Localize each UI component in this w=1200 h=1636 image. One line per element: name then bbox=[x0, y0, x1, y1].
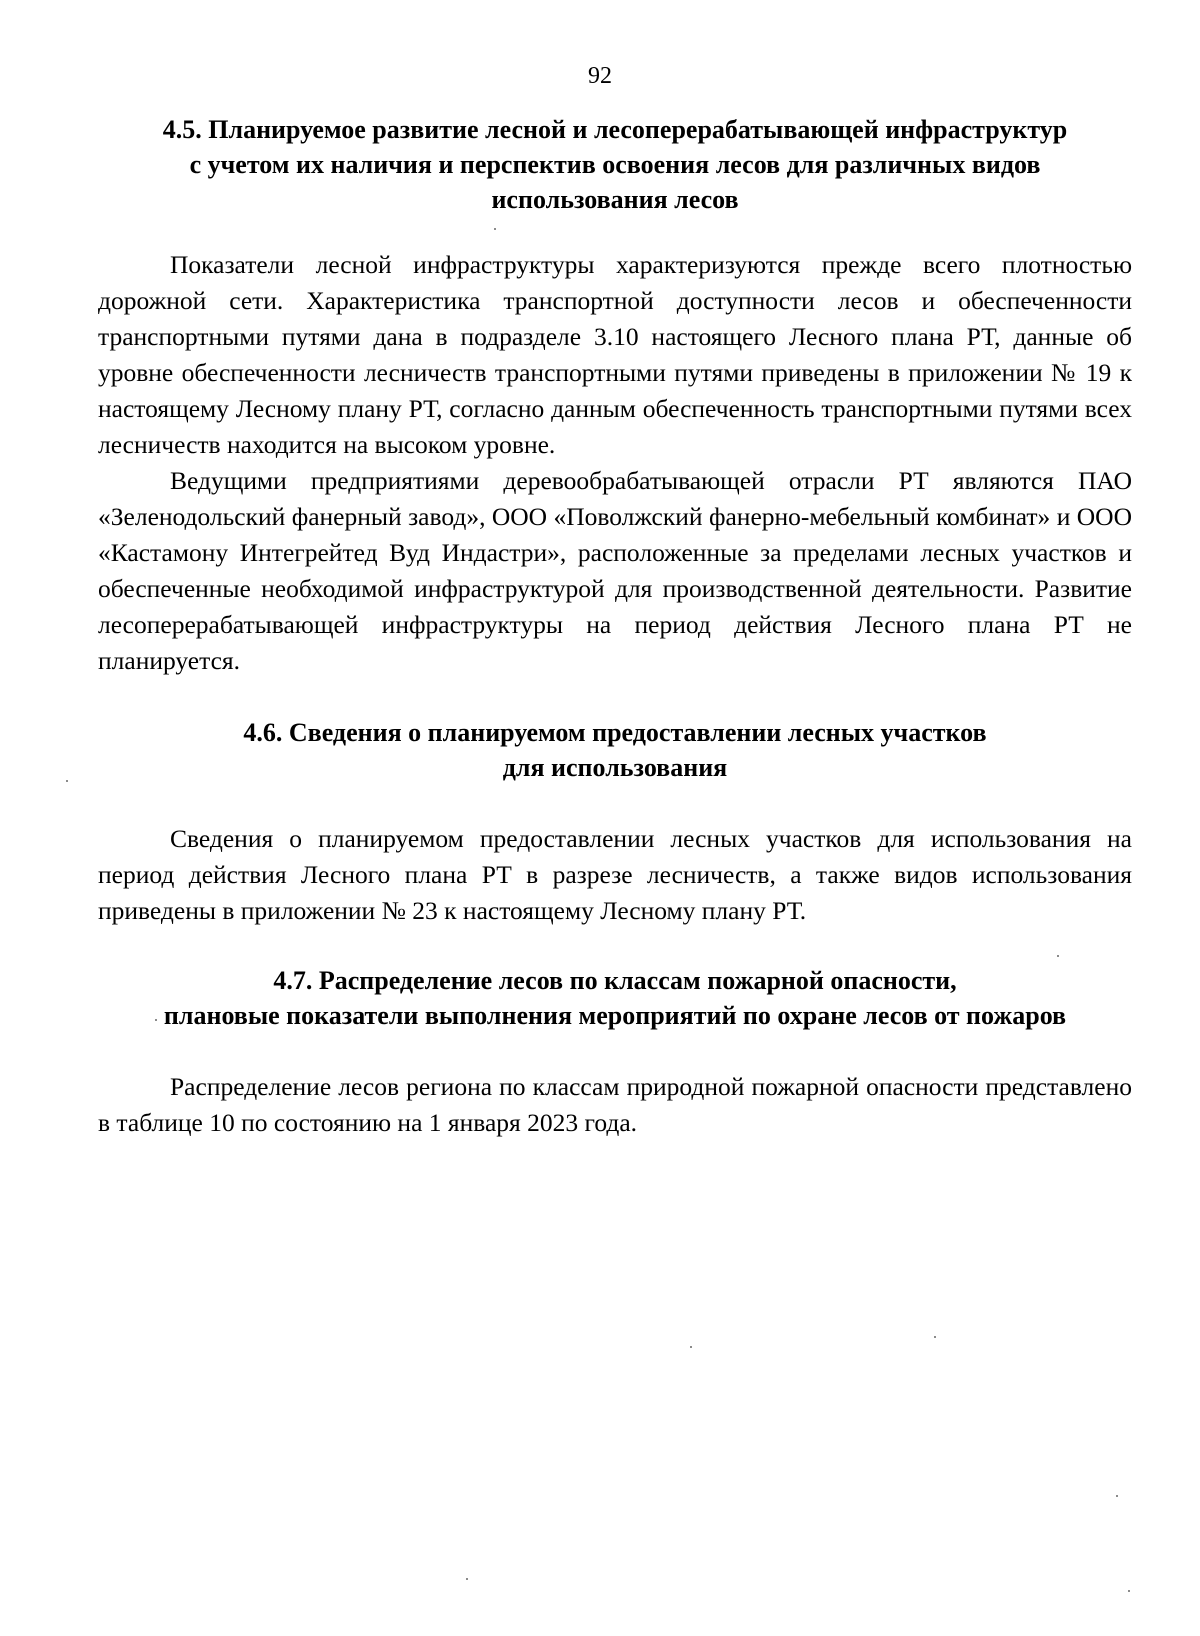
heading-line: для использования bbox=[502, 753, 728, 782]
scan-speck bbox=[934, 1336, 936, 1338]
scan-speck bbox=[690, 1346, 692, 1348]
scan-speck bbox=[1116, 1495, 1118, 1497]
page-content bbox=[98, 112, 1132, 1141]
page-number: 92 bbox=[588, 63, 612, 89]
section-4-6-paragraph: Сведения о планируемом предоставлении лесных участков для использования на период действия Лесного плана РТ в разрезе лесничеств, а также видов использования приведены в приложении № 23 к настоящему Лесному плану РТ. bbox=[98, 824, 1132, 925]
heading-line: использования лесов bbox=[491, 185, 739, 214]
heading-line: с учетом их наличия и перспектив освоения лесов для различных видов bbox=[189, 150, 1041, 179]
section-4-5-paragraph-1: Показатели лесной инфраструктуры характеризуются прежде всего плотностью дорожной сети. Характеристика транспортной доступности лесов и обеспеченности транспортными путями дана в подразделе 3.10 настоящего Лесного плана РТ, данные об уровне обеспеченности лесничеств транспортными путями приведены в приложении № 19 к настоящему Лесному плану РТ, согласно данным обеспеченность транспортными путями всех лесничеств находится на высоком уровне. bbox=[98, 250, 1132, 459]
heading-line: 4.7. Распределение лесов по классам пожарной опасности, bbox=[273, 966, 957, 995]
scan-speck bbox=[1057, 955, 1059, 957]
section-4-5-paragraph-2: Ведущими предприятиями деревообрабатывающей отрасли РТ являются ПАО «Зеленодольский фанерный завод», ООО «Поволжский фанерно-мебельный комбинат» и ООО «Кастамону Интегрейтед Вуд Индастри», расположенные за пределами лесных участков и обеспеченные необходимой инфраструктурой для производственной деятельности. Развитие лесоперерабатывающей инфраструктуры на период действия Лесного плана РТ не планируется. bbox=[98, 466, 1132, 675]
scan-speck bbox=[1128, 1590, 1130, 1592]
scan-speck bbox=[66, 780, 68, 782]
heading-line: 4.5. Планируемое развитие лесной и лесоперерабатывающей инфраструктур bbox=[162, 115, 1068, 144]
section-4-7-paragraph: Распределение лесов региона по классам природной пожарной опасности представлено в таблице 10 по состоянию на 1 января 2023 года. bbox=[98, 1072, 1132, 1137]
scan-speck bbox=[494, 228, 496, 230]
section-4-6-heading bbox=[98, 715, 1132, 785]
scan-speck bbox=[155, 1019, 157, 1021]
section-4-7-heading bbox=[98, 963, 1132, 1033]
heading-line: плановые показатели выполнения мероприятий по охране лесов от пожаров bbox=[163, 1001, 1067, 1030]
scan-speck bbox=[466, 1578, 468, 1580]
heading-line: 4.6. Сведения о планируемом предоставлении лесных участков bbox=[243, 718, 987, 747]
section-4-5-heading bbox=[98, 112, 1132, 217]
